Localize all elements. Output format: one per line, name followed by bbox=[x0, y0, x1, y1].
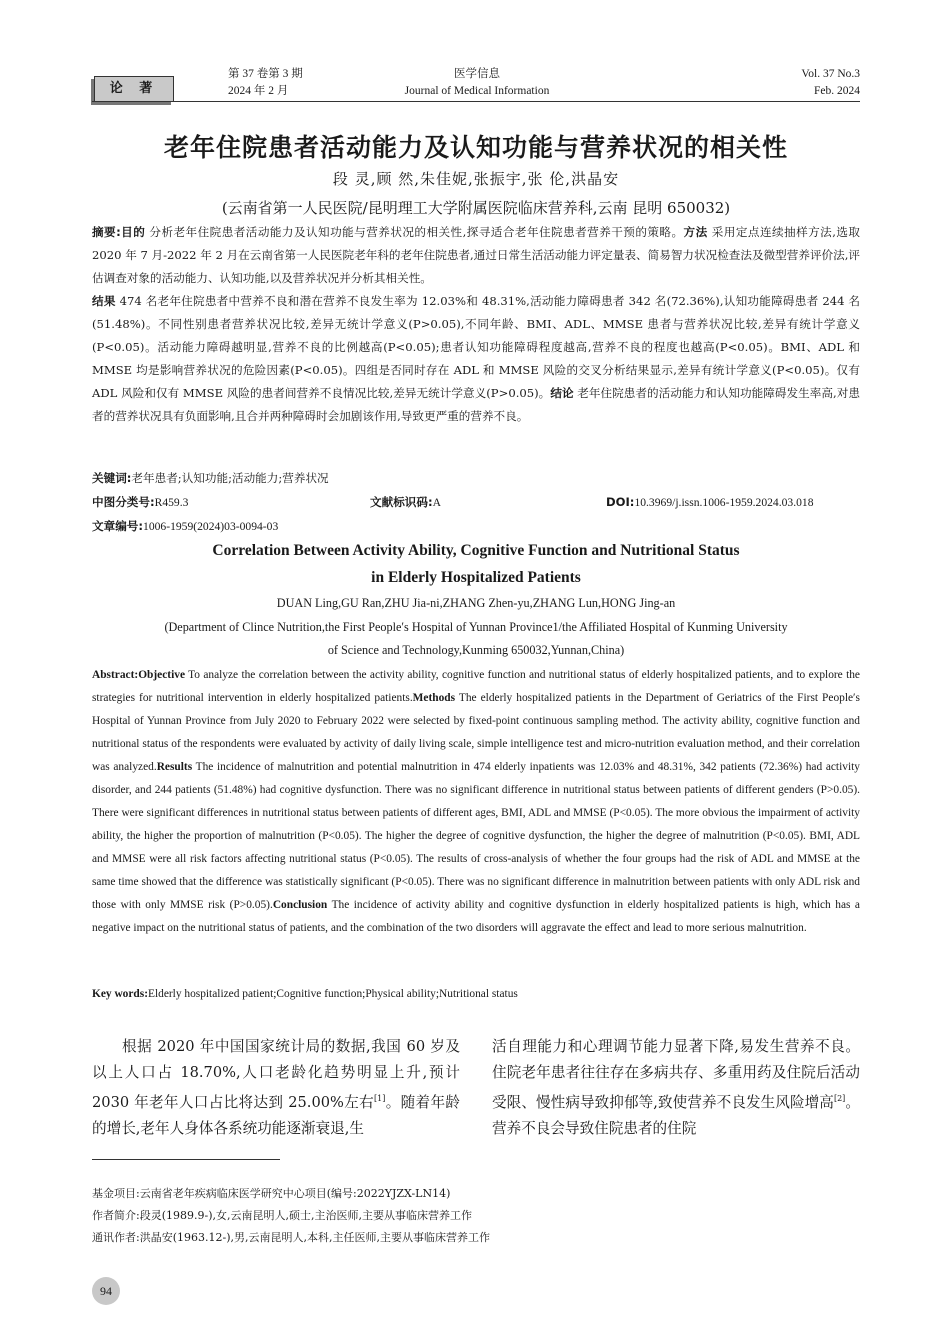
objective-label-en: Objective bbox=[138, 669, 185, 681]
reference-1: [1] bbox=[374, 1094, 386, 1103]
body-right-text: 活自理能力和心理调节能力显著下降,易发生营养不良。住院老年患者往往存在多病共存、多重用药及住院后活动受限、慢性病导致抑郁等,致使营养不良发生风险增高 bbox=[492, 1038, 860, 1111]
abstract-en bbox=[92, 664, 860, 940]
article-label: 文章编号: bbox=[92, 519, 144, 533]
date-en: Feb. 2024 bbox=[814, 85, 860, 97]
methods-label-en: Methods bbox=[412, 692, 456, 704]
article-number bbox=[92, 515, 860, 538]
body-left-column bbox=[92, 1034, 460, 1142]
abstract-en-label: Abstract: bbox=[92, 669, 139, 681]
conclusion-label-cn: 结论 bbox=[550, 386, 574, 400]
keywords-cn-label: 关键词: bbox=[92, 471, 132, 485]
affiliation-cn: (云南省第一人民医院/昆明理工大学附属医院临床营养科,云南 昆明 650032) bbox=[221, 199, 731, 217]
title-en-line2: in Elderly Hospitalized Patients bbox=[371, 569, 581, 586]
journal-name-en: Journal of Medical Information bbox=[404, 85, 550, 97]
keywords-en-label: Key words: bbox=[92, 988, 148, 1000]
keywords-cn-text: 老年患者;认知功能;活动能力;营养状况 bbox=[131, 471, 329, 485]
affiliation-en-line1: (Department of Clince Nutrition,the First People′s Hospital of Yunnan Province1/the Affiliated Hospital of Kunming University bbox=[164, 620, 788, 634]
keywords-en-text: Elderly hospitalized patient;Cognitive function;Physical ability;Nutritional status bbox=[148, 988, 518, 1000]
article-value: 1006-1959(2024)03-0094-03 bbox=[143, 520, 279, 533]
keywords-cn bbox=[92, 467, 860, 490]
results-cn: 474 名老年住院患者中营养不良和潜在营养不良发生率为 12.03%和 48.31%,活动能力障碍患者 342 名(72.36%),认知功能障碍患者 244 名(51.48%)。不同性别患者营养状况比较,差异无统计学意义(P>0.05),不同年龄、BMI、ADL、MMSE 患者与营养状况比较,差异有统计学意义(P<0.05)。活动能力障碍越明显,营养不良的比例越高(P<0.05);患者认知功能障碍程度越高,营养不良的程度也越高(P<0.05)。BMI、ADL 和 MMSE 均是影响营养状况的危险因素(P<0.05)。四组是否同时存在 ADL 和 MMSE 风险的交叉分析结果显示,差异有统计学意义(P<0.05)。仅有 ADL 风险和仅有 MMSE 风险的患者间营养不良情况比较,差异无统计学意义(P>0.05)。 bbox=[92, 294, 860, 400]
methods-en: The elderly hospitalized patients in the Department of Geriatrics of the First People′s Hospital of Yunnan Province from July 2020 to February 2022 were selected by fixed-point continuous sampling method. The activity ability, cognitive function and nutritional status of the respondents were evaluated by activity of daily living scale, simple intelligence test and micro-nutrition evaluation method, and their correlation was analyzed. bbox=[92, 692, 860, 773]
journal-name-cn: 医学信息 bbox=[454, 68, 500, 80]
conclusion-label-en: Conclusion bbox=[272, 899, 328, 911]
volume-cn: 第 37 卷第 3 期 bbox=[228, 68, 303, 80]
results-label-cn: 结果 bbox=[92, 294, 116, 308]
results-label-en: Results bbox=[156, 761, 193, 773]
footnote-corresponding: 通讯作者:洪晶安(1963.12-),男,云南昆明人,本科,主任医师,主要从事临床营养工作 bbox=[92, 1231, 490, 1244]
results-en: The incidence of malnutrition and potential malnutrition in 474 elderly inpatients was 12.03% and 48.31%, 342 patients (72.36%) had activity disorder, and 244 patients (51.48%) had cognitive dysfunction. There was no significant difference in nutritional status between patients of different genders (P>0.05). There were significant differences in nutritional status between patients of different ages, BMI, ADL and MMSE (P<0.05). The more obvious the impairment of activity ability, the higher the proportion of malnutrition (P<0.05). The higher the degree of cognitive dysfunction, the higher the degree of malnutrition (P<0.05). BMI, ADL and MMSE were all risk factors affecting nutritional status (P<0.05). The results of cross-analysis of whether the four groups had the risk of ADL and MMSE at the same time showed that the difference was statistically significant (P<0.05). There was no significant difference in malnutrition between patients with only ADL risk and those with only MMSE risk (P>0.05). bbox=[92, 761, 860, 911]
abstract-cn bbox=[92, 221, 860, 428]
keywords-en bbox=[92, 983, 860, 1006]
header-rule bbox=[92, 101, 860, 102]
doi-value: 10.3969/j.issn.1006-1959.2024.03.018 bbox=[634, 496, 814, 509]
body-right-text-end: 。营养不良会导致住院患者的住院 bbox=[492, 1093, 860, 1137]
affiliation-en-line2: of Science and Technology,Kunming 650032,Yunnan,China) bbox=[327, 643, 625, 657]
footnote-rule bbox=[92, 1159, 280, 1160]
body-left-text-end: 。随着年龄的增长,老年人身体各系统功能逐渐衰退,生 bbox=[92, 1093, 460, 1137]
date-cn: 2024 年 2 月 bbox=[228, 85, 289, 97]
page-number: 94 bbox=[92, 1277, 120, 1305]
conclusion-en: The incidence of activity ability and cognitive dysfunction in elderly hospitalized patients is high, which has a negative impact on the nutritional status of patients, and the combination of the two disorders will aggravate the effect and lead to more serious malnutrition. bbox=[92, 899, 860, 934]
authors-en: DUAN Ling,GU Ran,ZHU Jia-ni,ZHANG Zhen-yu,ZHANG Lun,HONG Jing-an bbox=[276, 596, 676, 610]
doc-label: 文献标识码: bbox=[370, 495, 433, 509]
doc-value: A bbox=[432, 496, 441, 509]
document-code bbox=[370, 491, 441, 514]
footnote-fund: 基金项目:云南省老年疾病临床医学研究中心项目(编号:2022YJZX-LN14) bbox=[92, 1187, 451, 1200]
objective-label-cn: 目的 bbox=[120, 225, 146, 239]
body-right-column bbox=[492, 1034, 860, 1142]
abstract-cn-label: 摘要: bbox=[92, 225, 121, 239]
volume-en: Vol. 37 No.3 bbox=[801, 68, 860, 80]
conclusion-cn: 老年住院患者的活动能力和认知功能障碍发生率高,对患者的营养状况具有负面影响,且合并两种障碍时会加剧该作用,导致更严重的营养不良。 bbox=[92, 386, 860, 423]
footnote-author: 作者简介:段灵(1989.9-),女,云南昆明人,硕士,主治医师,主要从事临床营养工作 bbox=[92, 1209, 472, 1222]
authors-cn: 段 灵,顾 然,朱佳妮,张振宇,张 伦,洪晶安 bbox=[332, 170, 620, 188]
reference-2: [2] bbox=[833, 1094, 846, 1103]
body-left-text: 根据 2020 年中国国家统计局的数据,我国 60 岁及以上人口占 18.70%,人口老龄化趋势明显上升,预计 2030 年老年人口占比将达到 25.00%左右 bbox=[92, 1038, 460, 1111]
methods-label-cn: 方法 bbox=[683, 225, 708, 239]
title-en-line1: Correlation Between Activity Ability, Cognitive Function and Nutritional Status bbox=[212, 542, 740, 559]
objective-cn: 分析老年住院患者活动能力及认知功能与营养状况的相关性,探寻适合老年住院患者营养干预的策略。 bbox=[149, 225, 684, 239]
objective-en: To analyze the correlation between the activity ability, cognitive function and nutritional status of elderly hospitalized patients, and to explore the strategies for nutritional intervention in elderly hospitalized patients. bbox=[92, 669, 860, 704]
methods-cn: 采用定点连续抽样方法,选取 2020 年 7 月-2022 年 2 月在云南省第一人民医院老年科的老年住院患者,通过日常生活活动能力评定量表、简易智力状况检查法及微型营养评价法,评估调查对象的活动能力、认知功能,以及营养状况并分析其相关性。 bbox=[92, 225, 861, 285]
clc-code bbox=[92, 491, 188, 514]
clc-label: 中图分类号: bbox=[92, 495, 155, 509]
page-title: 老年住院患者活动能力及认知功能与营养状况的相关性 bbox=[163, 133, 788, 162]
doi bbox=[606, 491, 814, 514]
section-tag: 论 著 bbox=[94, 76, 174, 102]
clc-value: R459.3 bbox=[154, 496, 189, 509]
doi-label: DOI: bbox=[606, 495, 635, 509]
